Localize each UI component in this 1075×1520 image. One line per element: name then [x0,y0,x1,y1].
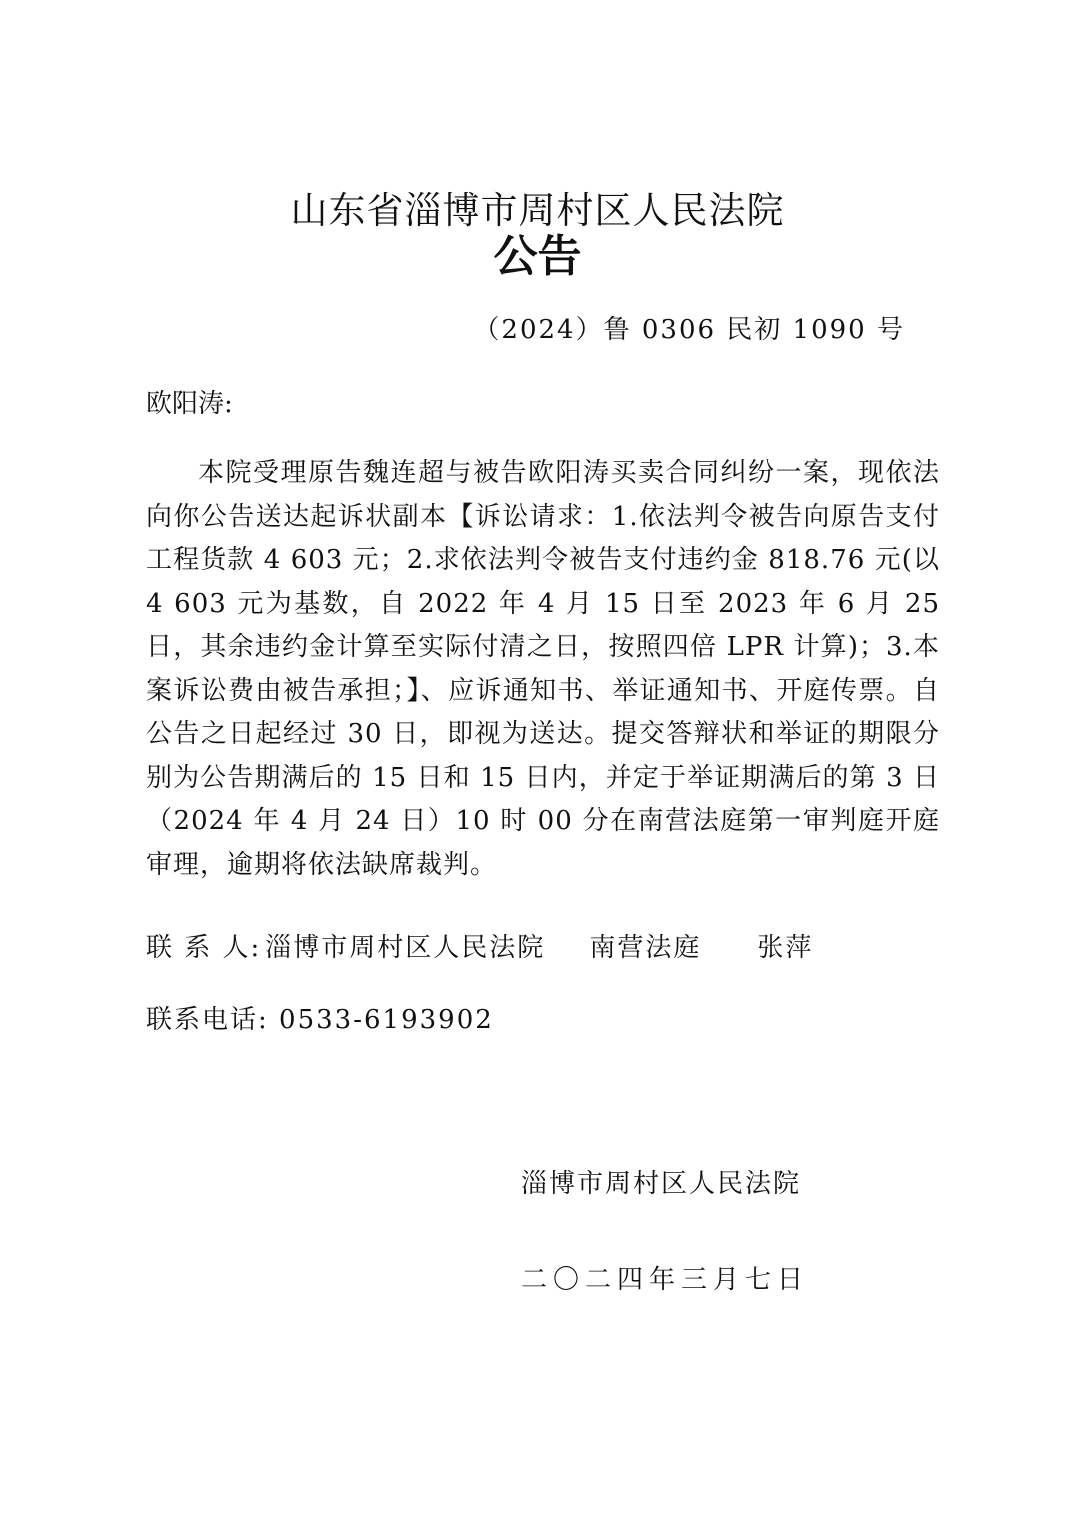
case-number: （2024）鲁 0306 民初 1090 号 [473,315,905,345]
contact-phone-label: 联系电话: [146,1005,269,1035]
court-name-heading: 山东省淄博市周村区人民法院 [290,189,785,232]
contact-person-label: 联 系 人: [146,933,262,963]
contact-person-line [146,930,813,966]
contact-name: 张萍 [757,933,814,963]
signature-court: 淄博市周村区人民法院 [521,1169,802,1199]
notice-body: 本院受理原告魏连超与被告欧阳涛买卖合同纠纷一案，现依法向你公告送达起诉状副本【诉讼请求：1.依法判令被告向原告支付工程货款 4 603 元；2.求依法判令被告支付违约金 818.76 元(以 4 603 元为基数，自 2022 年 4 月 15 日至 2023 年 6 月 25 日，其余违约金计算至实际付清之日，按照四倍 LPR 计算)；3.本案诉讼费由被告承担；】、应诉通知书、举证通知书、开庭传票。自公告之日起经过 30 日，即视为送达。提交答辩状和举证的期限分别为公告期满后的 15 日和 15 日内，并定于举证期满后的第 3 日（2024 年 4 月 24 日）10 时 00 分在南营法庭第一审判庭开庭审理，逾期将依法缺席裁判。 [146,458,940,880]
recipient-salutation: 欧阳涛: [146,389,233,419]
contact-phone-line [146,1002,494,1038]
signature-date: 二〇二四年三月七日 [521,1265,810,1295]
document-title: 公告 [493,231,582,282]
contact-phone-number: 0533-6193902 [279,1005,494,1035]
contact-department: 南营法庭 [589,933,702,963]
contact-organization: 淄博市周村区人民法院 [265,933,546,963]
